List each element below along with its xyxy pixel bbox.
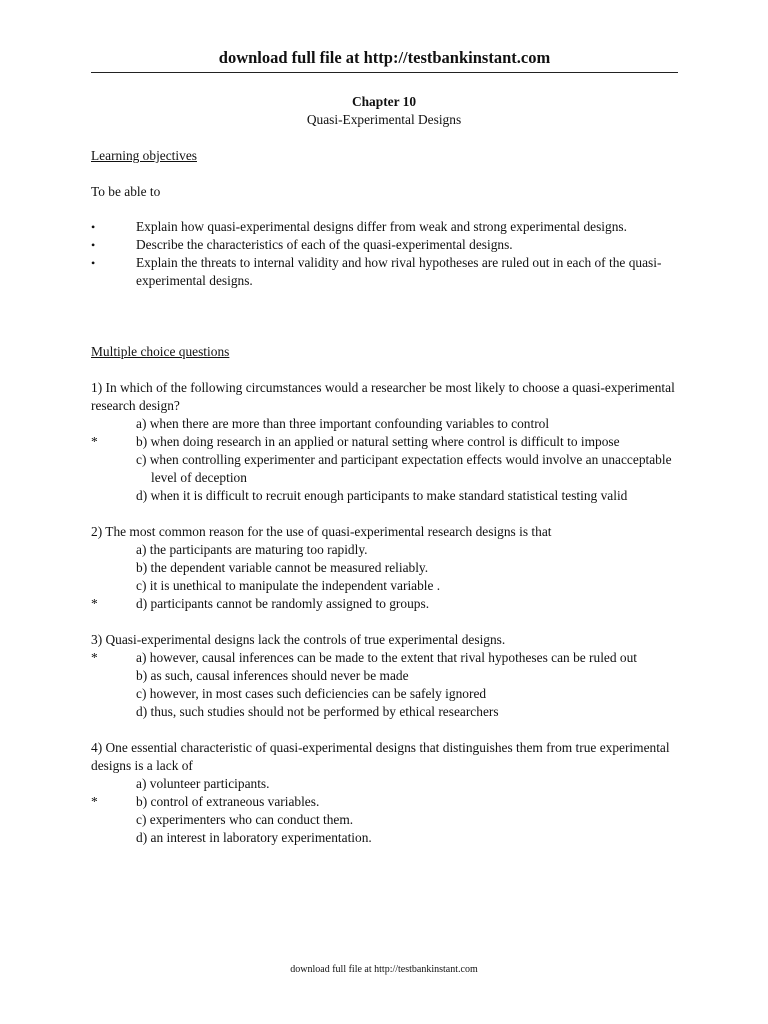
objectives-intro: To be able to bbox=[91, 184, 161, 199]
option-text: c) when controlling experimenter and participant expectation effects would involve an unacceptable level of deception bbox=[136, 452, 672, 485]
answer-option bbox=[91, 433, 691, 451]
option-text: b) control of extraneous variables. bbox=[136, 794, 320, 809]
question-text: 4) One essential characteristic of quasi-experimental designs that distinguishes them from true experimental designs is a lack of bbox=[91, 740, 670, 773]
answer-option bbox=[91, 667, 691, 685]
answer-option bbox=[91, 649, 691, 667]
question-text: 3) Quasi-experimental designs lack the controls of true experimental designs. bbox=[91, 632, 506, 647]
objectives-heading: Learning objectives bbox=[91, 148, 197, 163]
answer-option bbox=[91, 559, 691, 577]
chapter-subtitle: Quasi-Experimental Designs bbox=[306, 112, 462, 127]
question-1 bbox=[91, 379, 691, 505]
objective-item bbox=[91, 218, 691, 236]
question-2 bbox=[91, 523, 691, 613]
chapter-title: Chapter 10 bbox=[351, 94, 417, 109]
answer-option bbox=[91, 829, 691, 847]
option-text: c) experimenters who can conduct them. bbox=[136, 812, 354, 827]
objectives-list bbox=[91, 218, 691, 290]
answer-option bbox=[91, 793, 691, 811]
correct-marker: * bbox=[91, 794, 98, 809]
option-text: b) as such, causal inferences should never be made bbox=[136, 668, 409, 683]
mcq-heading: Multiple choice questions bbox=[91, 344, 230, 359]
answer-option bbox=[91, 811, 691, 829]
correct-marker: * bbox=[91, 596, 98, 611]
option-text: b) the dependent variable cannot be measured reliably. bbox=[136, 560, 429, 575]
bullet-icon: • bbox=[91, 220, 96, 234]
bullet-icon: • bbox=[91, 256, 96, 270]
correct-marker: * bbox=[91, 434, 98, 449]
option-text: b) when doing research in an applied or natural setting where control is difficult to impose bbox=[136, 434, 620, 449]
answer-option bbox=[91, 685, 691, 703]
option-text: a) when there are more than three important confounding variables to control bbox=[136, 416, 550, 431]
answer-option bbox=[91, 703, 691, 721]
option-text: c) however, in most cases such deficiencies can be safely ignored bbox=[136, 686, 487, 701]
objective-text: Describe the characteristics of each of the quasi-experimental designs. bbox=[136, 237, 513, 252]
answer-option bbox=[91, 577, 691, 595]
objective-item bbox=[91, 236, 691, 254]
question-text: 2) The most common reason for the use of quasi-experimental research designs is that bbox=[91, 524, 552, 539]
option-text: a) however, causal inferences can be made to the extent that rival hypotheses can be ruled out bbox=[136, 650, 638, 665]
question-text: 1) In which of the following circumstances would a researcher be most likely to choose a quasi-experimental research design? bbox=[91, 380, 675, 413]
answer-option bbox=[91, 541, 691, 559]
answer-option bbox=[91, 415, 691, 433]
option-text: d) participants cannot be randomly assigned to groups. bbox=[136, 596, 430, 611]
option-text: d) an interest in laboratory experimentation. bbox=[136, 830, 372, 845]
question-3 bbox=[91, 631, 691, 721]
answer-option bbox=[91, 451, 691, 487]
objective-text: Explain how quasi-experimental designs differ from weak and strong experimental designs. bbox=[136, 219, 627, 234]
answer-option bbox=[91, 595, 691, 613]
objective-item bbox=[91, 254, 691, 290]
option-text: c) it is unethical to manipulate the independent variable . bbox=[136, 578, 441, 593]
question-4 bbox=[91, 739, 691, 847]
page-header-link[interactable]: download full file at http://testbankinstant.com bbox=[91, 48, 678, 73]
page-footer-link[interactable]: download full file at http://testbankinstant.com bbox=[290, 964, 478, 975]
question-list bbox=[91, 379, 691, 865]
option-text: a) volunteer participants. bbox=[136, 776, 270, 791]
correct-marker: * bbox=[91, 650, 98, 665]
option-text: a) the participants are maturing too rapidly. bbox=[136, 542, 368, 557]
answer-option bbox=[91, 775, 691, 793]
bullet-icon: • bbox=[91, 238, 96, 252]
option-text: d) thus, such studies should not be performed by ethical researchers bbox=[136, 704, 499, 719]
objective-text: Explain the threats to internal validity and how rival hypotheses are ruled out in each of the quasi-experimental designs. bbox=[136, 255, 662, 288]
answer-option bbox=[91, 487, 691, 505]
option-text: d) when it is difficult to recruit enough participants to make standard statistical testing valid bbox=[136, 488, 628, 503]
